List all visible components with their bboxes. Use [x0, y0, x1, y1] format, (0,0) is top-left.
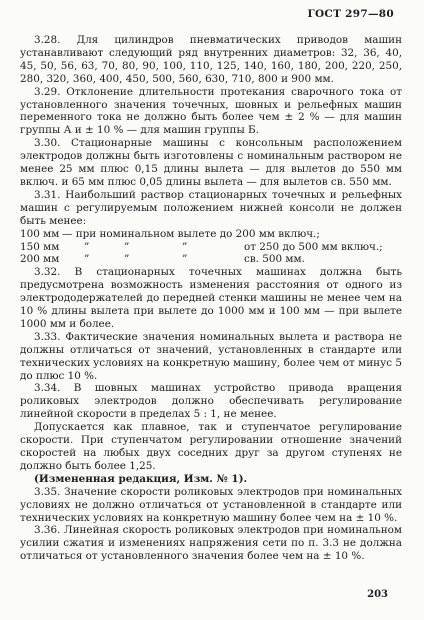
paragraph-3-30: 3.30. Стационарные машины с консольным расположением электродов должны быть изготовлены с номинальным раствором не менее 25 мм плюс 0,15 длины вылета — для вылетов до 550 мм включ. и 65 мм плюс 0,05 длины вылета — для вылетов св. 550 мм.: [20, 137, 402, 188]
page-number: 203: [367, 589, 388, 600]
table-cell: 200 мм: [20, 253, 60, 266]
table-row: [20, 228, 402, 241]
table-cell: ”: [84, 253, 90, 266]
paragraph-3-34-continued: Допускается как плавное, так и ступенчатое регулирование скорости. При ступенчатом регулировании отношение значений скоростей на любых двух соседних друг за другом ступенях не должно быть более 1,25.: [20, 421, 402, 472]
page-header: ГОСТ 297—80: [307, 8, 394, 20]
table-cell: ”: [124, 253, 130, 266]
table-cell: — при номинальном вылете до 200 мм включ.;: [62, 227, 320, 240]
table-cell: ”: [182, 240, 188, 253]
paragraph-3-32: 3.32. В стационарных точечных машинах должна быть предусмотрена возможность изменения расстояния от одного из электрододержателей до передней стенки машины не менее чем на 10 % длины вылета при вылете до 1000 мм и 100 мм — при вылете 1000 мм и более.: [20, 266, 402, 330]
amendment-note: (Измененная редакция, Изм. № 1).: [34, 472, 248, 485]
table-cell: от 250 до 500 мм включ.;: [244, 240, 383, 253]
table-cell: ”: [84, 240, 90, 253]
paragraph-3-28: 3.28. Для цилиндров пневматических приводов машин устанавливают следующий ряд внутренних диаметров: 32, 36, 40, 45, 50, 56, 63, 70, 80, 90, 100, 110, 125, 140, 160, 180, 200, 220, 250, 280, 320, 360, 400, 450, 500, 560, 630, 710, 800 и 900 мм.: [20, 34, 402, 85]
table-row: [20, 241, 402, 254]
table-cell: 100 мм: [20, 227, 60, 240]
paragraph-3-34: 3.34. В шовных машинах устройство привода вращения роликовых электродов должно обеспечивать регулирование линейной скорости в пределах 5 : 1, не менее.: [20, 382, 402, 421]
paragraph-3-29: 3.29. Отклонение длительности протекания сварочного тока от установленного значения точечных, шовных и рельефных машин переменного тока не должно быть более чем ± 2 % — для машин группы А и ± 10 % — для машин группы Б.: [20, 85, 402, 137]
table-cell: 150 мм: [20, 240, 60, 253]
paragraph-3-35: 3.35. Значение скорости роликовых электродов при номинальных условиях не должно отличаться от установленной в стандарте или технических условиях на конкретную машину более чем на ± 10 %.: [20, 485, 402, 524]
paragraph-3-33: 3.33. Фактические значения номинальных вылета и раствора не должны отличаться от значений, установленных в стандарте или технических условиях на конкретную машину, более чем от минус 5 до плюс 10 %.: [20, 330, 402, 382]
table-cell: св. 500 мм.: [244, 253, 305, 266]
paragraph-3-31: 3.31. Наибольший раствор стационарных точечных и рельефных машин с регулируемым положением нижней консоли не должен быть менее:: [20, 188, 402, 227]
table-cell: ”: [124, 240, 130, 253]
document-body: [20, 34, 402, 563]
table-row: [20, 253, 402, 266]
paragraph-3-36: 3.36. Линейная скорость роликовых электродов при номинальном усилии сжатия и изменениях напряжения сети по п. 3.3 не должна отличаться от установленного значения более чем на ± 10 %.: [20, 524, 402, 563]
table-cell: ”: [182, 253, 188, 266]
